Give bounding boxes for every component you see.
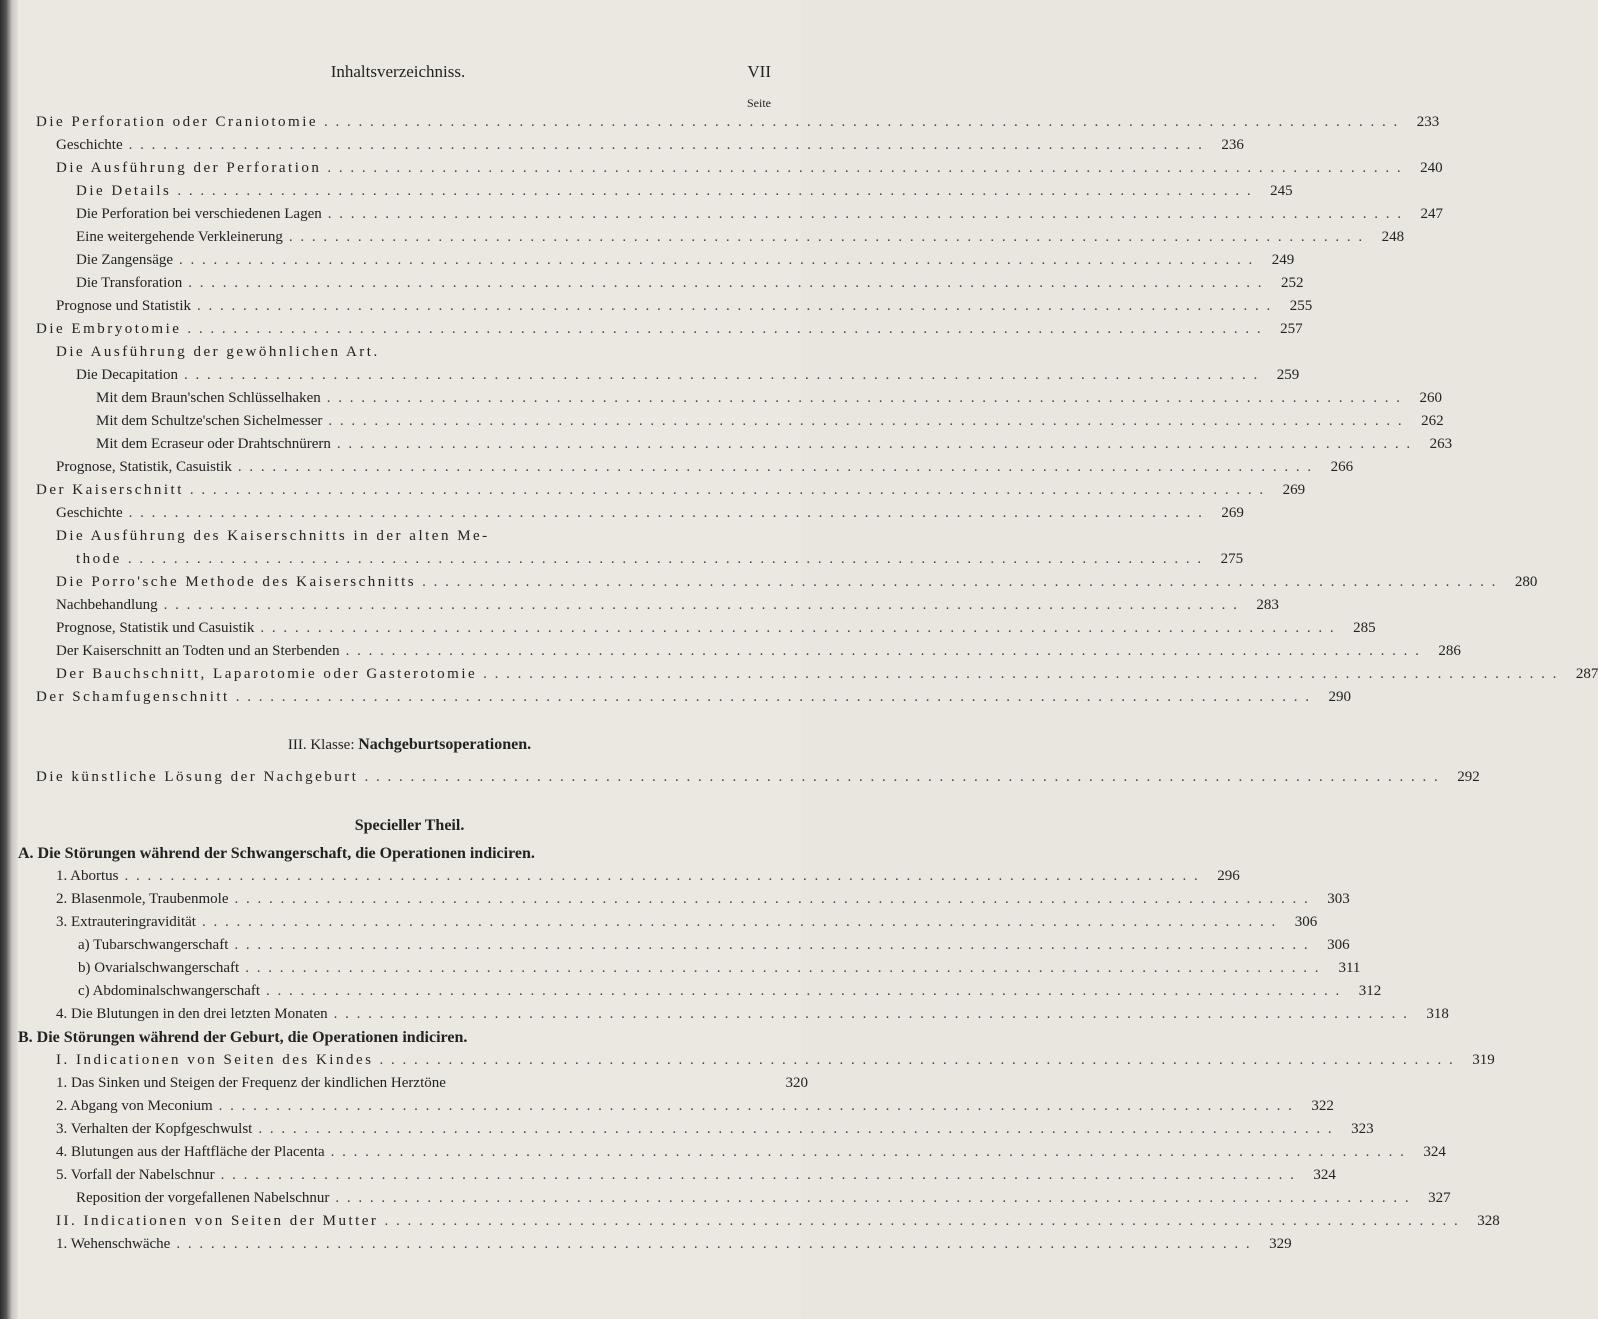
toc-entry: b) Ovarialschwangerschaft . . . 311 xyxy=(18,960,861,982)
toc-entry: 1. Das Sinken und Steigen der Frequenz der kindlichen Herztöne 320 xyxy=(56,1075,808,1091)
toc-entry: Der Kaiserschnitt an Todten und an Sterbenden . . . 286 xyxy=(18,643,839,665)
toc-entry: 1. Wehenschwäche . . . 329 xyxy=(18,1236,839,1258)
toc-entry: Der Kaiserschnitt . . . 269 xyxy=(18,482,819,504)
toc-entry: Mit dem Braun'schen Schlüsselhaken . . . 260 xyxy=(18,390,879,412)
running-header xyxy=(18,62,801,86)
toc-entry: Die Zangensäge . . . 249 xyxy=(18,252,859,274)
toc-entry: Der Bauchschnitt, Laparotomie oder Gasterotomie . . . 287 xyxy=(18,666,839,688)
running-title: Inhaltsverzeichniss. xyxy=(330,62,466,81)
toc-entry: a) Tubarschwangerschaft . . . 306 xyxy=(18,937,861,959)
toc-entry: Die Details . . . 245 xyxy=(18,183,859,205)
toc-entry: Prognose, Statistik, Casuistik . . . 266 xyxy=(18,459,839,481)
toc-entry: Prognose, Statistik und Casuistik . . . 285 xyxy=(18,620,839,642)
seite-label: Seite xyxy=(747,96,771,110)
toc-entry: Die Transforation . . . 252 xyxy=(18,275,859,297)
toc-entry: Prognose und Statistik . . . 255 xyxy=(18,298,839,320)
toc-entry: thode . . . 275 xyxy=(18,551,859,573)
section-heading-b: B. Die Störungen während der Geburt, die Operationen indiciren. xyxy=(18,1029,468,1046)
toc-entry: 1. Abortus . . . 296 xyxy=(18,868,839,890)
toc-entry: 3. Verhalten der Kopfgeschwulst . . . 323 xyxy=(18,1121,839,1143)
toc-entry: Mit dem Schultze'schen Sichelmesser . . . 262 xyxy=(18,413,879,435)
toc-entry: Die künstliche Lösung der Nachgeburt . . . 292 xyxy=(18,769,819,791)
toc-entry: Die Embryotomie . . . 257 xyxy=(18,321,819,343)
toc-entry: Geschichte . . . 269 xyxy=(18,505,839,527)
toc-entry: Die Ausführung der Perforation . . . 240 xyxy=(18,160,839,182)
book-binding-edge xyxy=(0,0,18,1319)
toc-entry: Mit dem Ecraseur oder Drahtschnürern . . . 263 xyxy=(18,436,879,458)
toc-entry: Eine weitergehende Verkleinerung . . . 248 xyxy=(18,229,859,251)
toc-entry: 4. Blutungen aus der Haftfläche der Placenta . . . 324 xyxy=(18,1144,839,1166)
toc-entry: Der Schamfugenschnitt . . . 290 xyxy=(18,689,819,711)
toc-entry: Die Decapitation . . . 259 xyxy=(18,367,859,389)
toc-entry: 2. Blasenmole, Traubenmole . . . 303 xyxy=(18,891,839,913)
toc-entry: II. Indicationen von Seiten der Mutter . . . 328 xyxy=(18,1213,839,1235)
toc-entry: Die Perforation bei verschiedenen Lagen . . . 247 xyxy=(18,206,859,228)
toc-entry: 3. Extrauteringravidität . . . 306 xyxy=(18,914,839,936)
toc-entry: Geschichte . . . 236 xyxy=(18,137,839,159)
book-page xyxy=(18,0,1598,1319)
toc-entry: c) Abdominalschwangerschaft . . . 312 xyxy=(18,983,861,1005)
page-number: VII xyxy=(747,62,771,81)
toc-entry: Die Perforation oder Craniotomie . . . 233 xyxy=(18,114,819,136)
toc-entry: Reposition der vorgefallenen Nabelschnur . . . 327 xyxy=(18,1190,859,1212)
toc-entry: Nachbehandlung . . . 283 xyxy=(18,597,839,619)
toc-entry: 5. Vorfall der Nabelschnur . . . 324 xyxy=(18,1167,839,1189)
special-part-heading: Specieller Theil. xyxy=(354,817,465,834)
class-heading: III. Klasse: Nachgeburtsoperationen. xyxy=(287,736,532,753)
toc-entry: Die Ausführung des Kaiserschnitts in der alten Me- xyxy=(56,528,490,544)
toc-entry: 4. Die Blutungen in den drei letzten Monaten . . . 318 xyxy=(18,1006,839,1028)
toc-entry: 2. Abgang von Meconium . . . 322 xyxy=(18,1098,839,1120)
toc-entry: I. Indicationen von Seiten des Kindes . . . 319 xyxy=(18,1052,839,1074)
toc-entry: Die Porro'sche Methode des Kaiserschnitts . . . 280 xyxy=(18,574,839,596)
section-heading-a: A. Die Störungen während der Schwangerschaft, die Operationen indiciren. xyxy=(18,845,535,862)
toc-entry: Die Ausführung der gewöhnlichen Art. xyxy=(56,344,380,360)
